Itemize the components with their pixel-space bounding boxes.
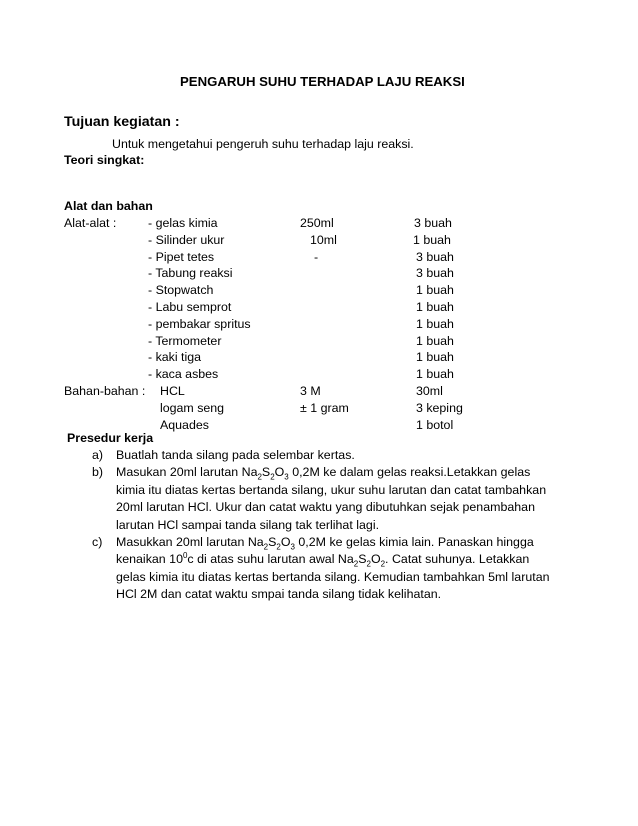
item-qty: 1 buah [416,316,454,331]
item-qty: 1 buah [416,367,454,382]
item-name: - Stopwatch [148,283,214,298]
item-spec: 10ml [310,232,337,247]
item-qty: 3 buah [416,249,454,264]
item-name: - Tabung reaksi [148,266,233,281]
step-line: 20ml larutan HCl. Ukur dan catat waktu yang dibutuhkan sejak penambahan [116,500,535,515]
item-qty: 1 botol [416,417,454,432]
item-name: HCL [160,384,185,398]
step-marker: a) [92,448,104,462]
step-line: gelas kimia itu diatas kertas bertanda silang. Kemudian tambahkan 5ml larutan [116,569,550,584]
item-name: logam seng [160,400,225,415]
item-name: - Silinder ukur [148,232,225,247]
step-line: larutan HCl sampai tanda silang tak terlihat lagi. [116,517,380,532]
step-line: Masukan 20ml larutan $Na_2S_2O_3$ 0,2M ke dalam gelas reaksi.Letakkan gelas [116,465,531,482]
page-title: PENGARUH SUHU TERHADAP LAJU REAKSI [180,74,465,89]
step-line: HCl 2M dan catat waktu smpai tanda silang tidak kelihatan. [116,587,442,602]
tujuan-heading: Tujuan kegiatan : [64,114,180,130]
item-spec: ± 1 gram [300,400,349,415]
step-line: kimia itu diatas kertas bertanda silang, ukur suhu larutan dan catat tambahkan [116,482,547,497]
item-qty: 3 buah [416,266,454,281]
step-line: Buatlah tanda silang pada selembar kertas. [116,448,355,462]
item-name: - Labu semprot [148,300,232,314]
teori-heading: Teori singkat: [64,153,145,167]
alat-label: Alat-alat : [64,216,117,230]
prosedur-heading: Presedur kerja [67,431,154,445]
item-qty: 3 buah [414,216,452,230]
step-marker: b) [92,465,104,480]
item-name: - kaki tiga [148,350,202,365]
item-qty: 1 buah [416,333,454,348]
step-line: Masukkan 20ml larutan $Na_2S_2O_3$ 0,2M ke gelas kimia lain. Panaskan hingga [116,535,534,552]
item-spec: 3 M [300,384,321,398]
item-qty: 1 buah [416,300,454,314]
alat-bahan-heading: Alat dan bahan [64,199,153,213]
item-name: - Pipet tetes [148,249,215,264]
item-name: - pembakar spritus [148,316,251,331]
item-name: Aquades [160,417,209,432]
item-name: - gelas kimia [148,216,218,230]
item-qty: 3 keping [416,400,463,415]
bahan-label: Bahan-bahan : [64,384,146,398]
tujuan-text: Untuk mengetahui pengeruh suhu terhadap laju reaksi. [112,137,414,151]
item-name: - Termometer [148,333,222,348]
item-name: - kaca asbes [148,367,219,382]
item-spec: 250ml [300,216,334,230]
step-line: kenaikan $10^0c$ di atas suhu larutan awal $Na_2S_2O_2$. Catat suhunya. Letakkan [116,551,530,569]
item-qty: 30ml [416,384,443,398]
item-qty: 1 buah [416,283,454,298]
item-qty: 1 buah [416,350,454,365]
item-qty: 1 buah [413,232,451,247]
item-spec: - [314,249,319,264]
step-marker: c) [92,535,103,549]
